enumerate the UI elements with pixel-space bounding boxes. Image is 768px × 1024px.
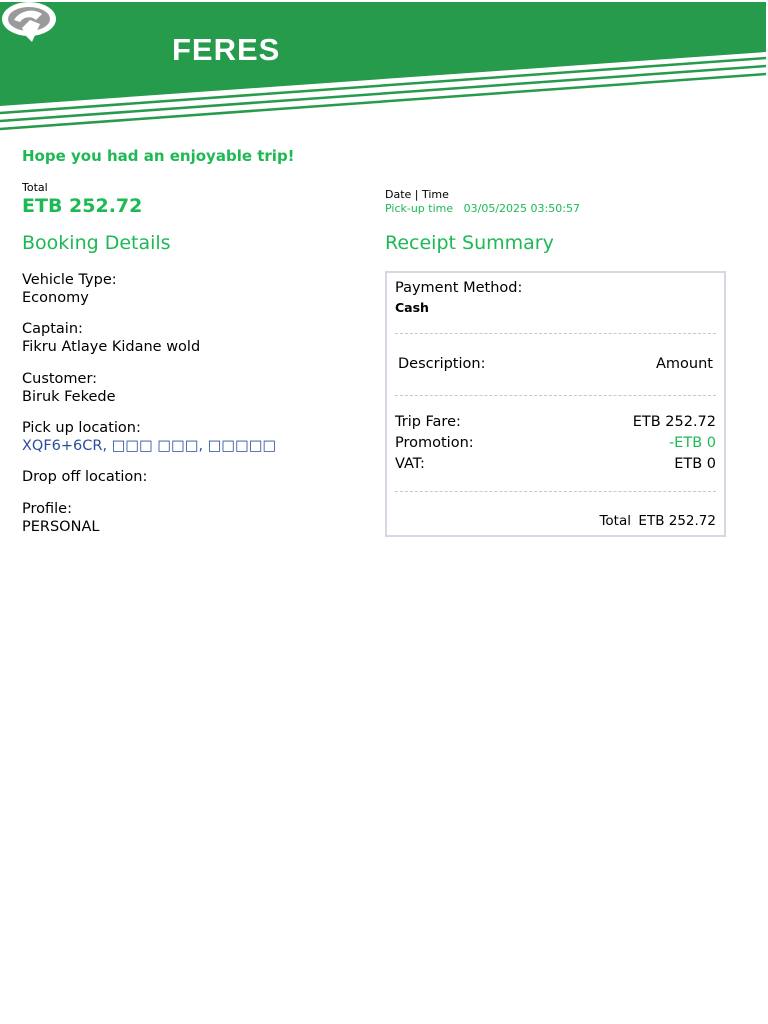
customer xyxy=(22,370,116,406)
vat-label: VAT: xyxy=(395,456,425,472)
header-background xyxy=(0,0,768,135)
greeting-text: Hope you had an enjoyable trip! xyxy=(22,147,295,165)
brand-name: FERES xyxy=(172,32,281,67)
customer-value: Biruk Fekede xyxy=(22,389,116,405)
feres-logo-icon xyxy=(0,0,60,44)
promotion-label: Promotion: xyxy=(395,435,474,451)
header-banner xyxy=(0,0,768,135)
captain-label: Captain: xyxy=(22,321,83,337)
payment-method-label: Payment Method: xyxy=(395,280,523,296)
payment-method-value: Cash xyxy=(395,300,429,315)
vehicle-type-value: Economy xyxy=(22,290,89,306)
datetime-label: Date | Time xyxy=(385,188,449,201)
captain xyxy=(22,320,200,356)
pickup-time xyxy=(385,202,580,215)
receipt-summary-title: Receipt Summary xyxy=(385,232,554,254)
trip-fare-value: ETB 252.72 xyxy=(632,414,716,430)
dropoff-location-label: Drop off location: xyxy=(22,469,148,485)
profile-label: Profile: xyxy=(22,501,72,517)
total-label: Total xyxy=(22,181,48,194)
total-amount: ETB 252.72 xyxy=(22,195,143,217)
booking-details-title: Booking Details xyxy=(22,232,171,254)
amount-label: Amount xyxy=(656,356,713,372)
vat-value: ETB 0 xyxy=(674,456,716,472)
pickup-time-value: 03/05/2025 03:50:57 xyxy=(463,202,580,215)
dropoff-location xyxy=(22,468,147,486)
captain-value: Fikru Atlaye Kidane wold xyxy=(22,339,201,355)
vehicle-type-label: Vehicle Type: xyxy=(22,272,117,288)
receipt-total-label: Total xyxy=(599,513,631,529)
description-label: Description: xyxy=(398,356,486,372)
divider xyxy=(395,491,716,492)
trip-fare-label: Trip Fare: xyxy=(395,414,461,430)
pickup-time-label: Pick-up time xyxy=(385,202,454,215)
pickup-location xyxy=(22,419,276,455)
divider xyxy=(395,395,716,396)
divider xyxy=(395,333,716,334)
pickup-location-value[interactable]: XQF6+6CR, □□□ □□□, □□□□□ xyxy=(22,438,277,454)
promotion-value: -ETB 0 xyxy=(668,435,716,451)
profile-value: PERSONAL xyxy=(22,519,100,535)
receipt-total-value: ETB 252.72 xyxy=(638,513,716,529)
pickup-location-label: Pick up location: xyxy=(22,420,141,436)
profile xyxy=(22,500,99,536)
customer-label: Customer: xyxy=(22,371,98,387)
vehicle-type xyxy=(22,271,117,307)
receipt-box xyxy=(385,271,726,537)
